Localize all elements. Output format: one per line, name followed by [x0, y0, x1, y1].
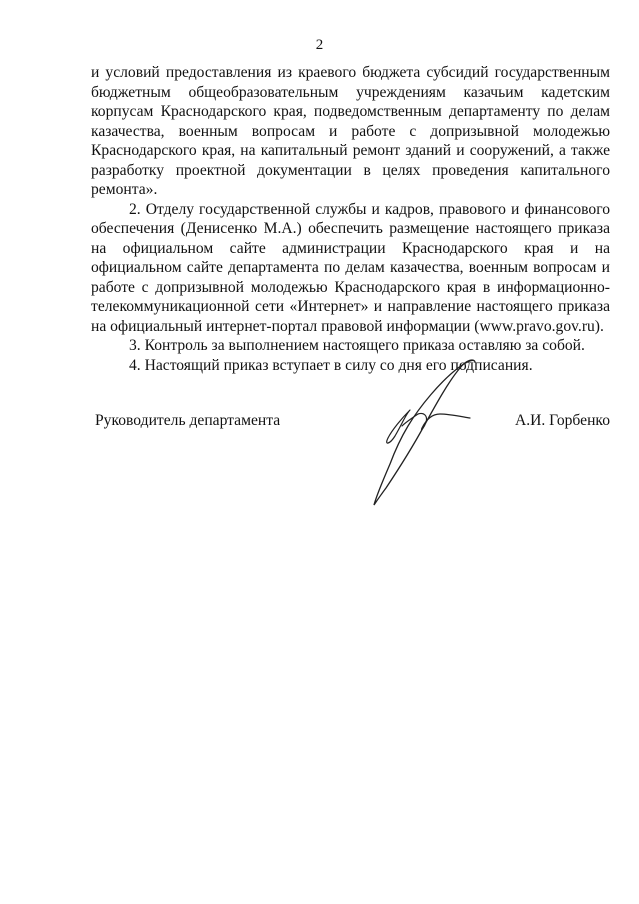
- document-body: [91, 63, 610, 375]
- handwritten-signature: [362, 352, 482, 512]
- signature-block: [91, 412, 610, 434]
- page-number: 2: [315, 37, 324, 53]
- paragraph-continuation: и условий предоставления из краевого бюджета субсидий государственным бюджетным общеобразовательным учреждениям казачьим кадетским корпусам Краснодарского края, подведомственным департаменту по делам казачества, военным вопросам и работе с допризывной молодежью Краснодарского края, на капитальный ремонт зданий и сооружений, а также разработку проектной документации в целях проведения капитального ремонта».: [91, 64, 610, 198]
- signatory-name: А.И. Горбенко: [514, 412, 610, 429]
- signatory-title: Руководитель департамента: [95, 412, 281, 429]
- paragraph-item-3: 3. Контроль за выполнением настоящего приказа оставляю за собой.: [129, 337, 585, 354]
- paragraph-item-4: 4. Настоящий приказ вступает в силу со дня его подписания.: [129, 356, 533, 374]
- paragraph-item-2: 2. Отделу государственной службы и кадров, правового и финансового обеспечения (Денисенко М.А.) обеспечить размещение настоящего приказа на официальном сайте администрации Краснодарского края и на официальном сайте департамента по делам казачества, военным вопросам и работе с допризывной молодежью Краснодарского края в информационно-телекоммуникационной сети «Интернет» и направление настоящего приказа на официальный интернет-портал правовой информации (www.pravo.gov.ru).: [91, 200, 610, 335]
